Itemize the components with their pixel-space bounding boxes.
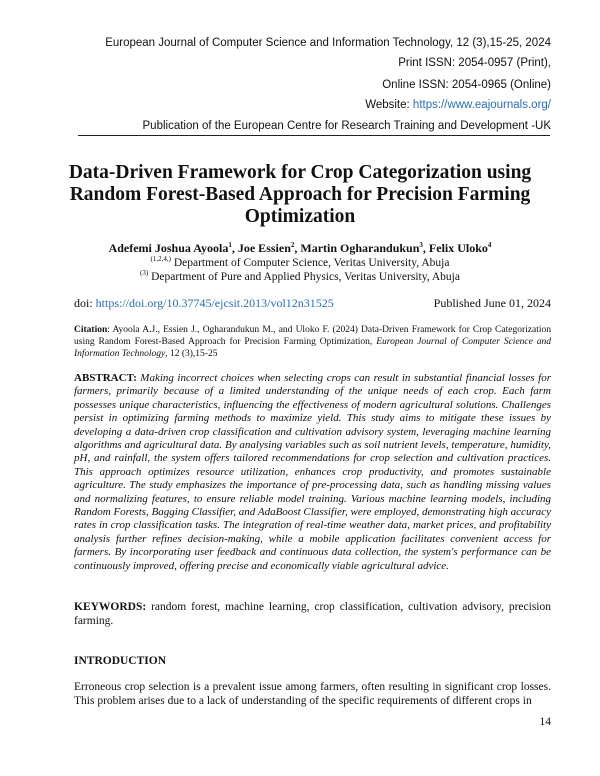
doi-line: doi: https://doi.org/10.37745/ejcsit.2013/vol12n31525: [74, 296, 334, 310]
print-issn: Print ISSN: 2054-0957 (Print),: [398, 57, 551, 69]
affiliation-2: $^{(3)}$ Department of Pure and Applied Physics, Veritas University, Abuja: [140, 269, 460, 283]
doi-link[interactable]: https://doi.org/10.37745/ejcsit.2013/vol12n31525: [95, 296, 334, 310]
intro-text: Erroneous crop selection is a prevalent issue among farmers, often resulting in significant crop losses. This problem arises due to a lack of understanding of the specific requirements of different crops in: [74, 681, 551, 707]
intro-heading: INTRODUCTION: [74, 655, 167, 667]
abstract-label: ABSTRACT:: [74, 372, 137, 384]
website-line: [365, 99, 551, 111]
website-link[interactable]: https://www.eajournals.org/: [412, 99, 551, 111]
journal-line: European Journal of Computer Science and Information Technology, 12 (3),15-25, 2024: [105, 37, 551, 49]
paper-title: Data-Driven Framework for Crop Categorization using Random Forest-Based Approach for Precision Farming Optimization: [68, 162, 532, 227]
header-divider: [78, 135, 550, 136]
website-label: Website:: [365, 99, 413, 111]
keywords: KEYWORDS: random forest, machine learning, crop classification, cultivation advisory, precision farming.: [74, 601, 551, 627]
citation: Citation: Ayoola A.J., Essien J., Ogharandukun M., and Uloko F. (2024) Data-Driven Framework for Crop Categorization using Random Forest-Based Approach for Precision Farming Optimization, European Journal of Computer Science and Information Technology, 12 (3),15-25: [74, 325, 552, 359]
published-date: Published June 01, 2024: [433, 296, 551, 310]
online-issn: Online ISSN: 2054-0965 (Online): [382, 79, 551, 91]
author-list: [60, 241, 540, 256]
author-3: Martin Ogharandukun$^3$,: [300, 241, 429, 255]
author-4: Felix Uloko$^4$: [428, 241, 492, 255]
author-1: Adefemi Joshua Ayoola$^1$,: [108, 241, 238, 255]
affiliation-1: $^{(1,2,4,)}$ Department of Computer Science, Veritas University, Abuja: [150, 255, 450, 269]
abstract-text: Making incorrect choices when selecting crops can result in substantial financial losses for farmers, primarily because of a limited understanding of the unique needs of each crop. Each farm possesses unique characteristics, influencing the effectiveness of modern agricultural solutions. Challenges persist in optimizing farming methods to maximize yield. This study aims to mitigate these issues by developing a data-driven crop classification and cultivation advisory system, leveraging machine learning algorithms and agricultural data. By analysing variables such as soil nutrient levels, temperature, humidity, pH, and rainfall, the system offers tailored recommendations for crop selection and cultivation practices. This approach optimizes resource utilization, enhances crop productivity, and promotes sustainable agriculture. The study emphasizes the importance of pre-processing data, such as handling missing values and normalizing features, to ensure reliable model training. Various machine learning models, including Random Forests, Bagging Classifier, and AdaBoost Classifier, were employed, demonstrating high accuracy rates in crop classification tasks. The integration of real-time weather data, market prices, and profitability analysis further refines decision-making, while a mobile application facilitates convenient access for farmers. By incorporating user feedback and continuous data collection, the system's performance can be continuously improved, offering precise and economically viable agricultural advice.: [74, 372, 551, 572]
publisher-line: Publication of the European Centre for Research Training and Development -UK: [142, 120, 551, 132]
page-number: 14: [539, 716, 551, 728]
author-2: Joe Essien$^2$,: [237, 241, 301, 255]
abstract: [74, 372, 551, 573]
